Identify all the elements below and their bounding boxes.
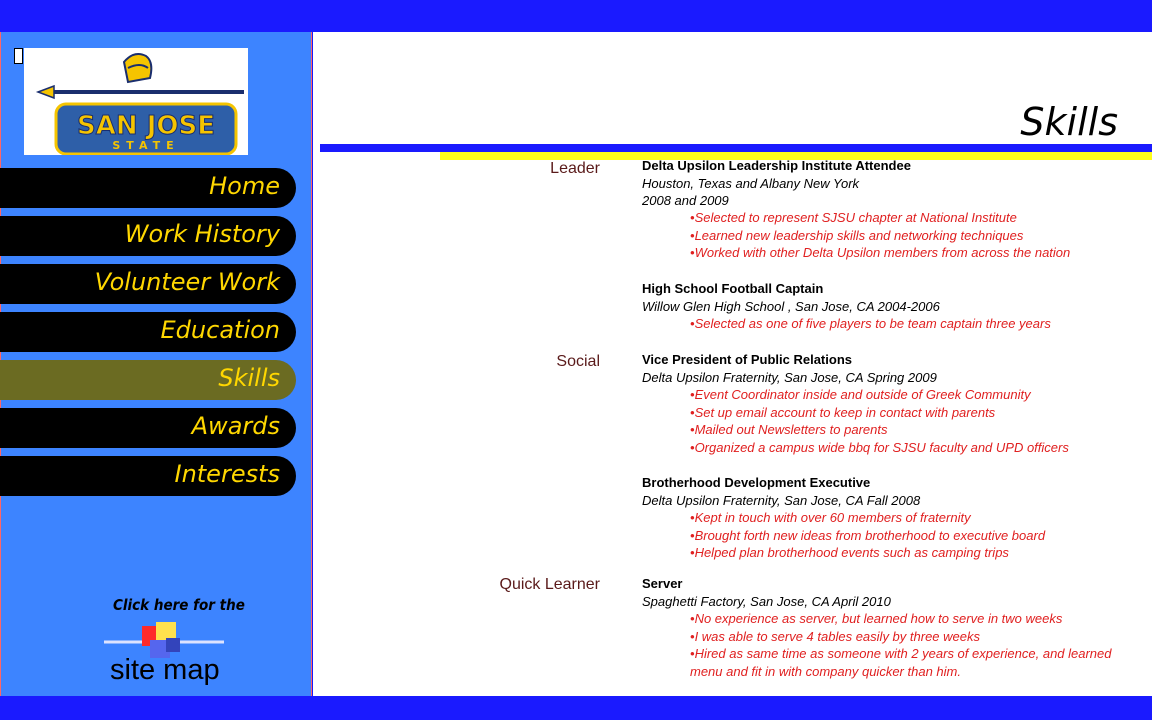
nav-awards-label: Awards (191, 412, 280, 440)
entry-bullet: • Organized a campus wide bbq for SJSU faculty and UPD officers (690, 439, 1142, 457)
entry-title: Server (642, 576, 683, 591)
broken-image-icon (14, 48, 23, 64)
entry-detail: Willow Glen High School , San Jose, CA 2004-2006 (642, 299, 940, 314)
nav-interests-label: Interests (174, 460, 280, 488)
top-frame-bar (0, 0, 1152, 32)
svg-text:STATE: STATE (112, 139, 180, 152)
entry-bullet: • Kept in touch with over 60 members of fraternity (690, 509, 1142, 527)
nav-work-history-label: Work History (124, 220, 280, 248)
title-divider-blue (320, 144, 1152, 152)
entry-bullet: • Brought forth new ideas from brotherhood to executive board (690, 527, 1142, 545)
sitemap-caption[interactable]: Click here for the (113, 596, 245, 614)
entry-detail: Delta Upsilon Fraternity, San Jose, CA Fall 2008 (642, 493, 921, 508)
nav-education-label: Education (160, 316, 280, 344)
entry-title: Delta Upsilon Leadership Institute Attendee (642, 158, 911, 173)
skill-entry (642, 575, 1142, 680)
nav-work-history[interactable] (0, 216, 296, 256)
skill-entry (642, 474, 1142, 562)
entry-bullet: • No experience as server, but learned how to serve in two weeks (690, 610, 1142, 628)
entry-bullet: • Selected as one of five players to be team captain three years (690, 315, 1142, 333)
nav-volunteer-work-label: Volunteer Work (94, 268, 280, 296)
nav-skills[interactable] (0, 360, 296, 400)
nav-volunteer-work[interactable] (0, 264, 296, 304)
spartan-helmet-icon (124, 54, 151, 82)
entry-bullet: • Worked with other Delta Upsilon members from across the nation (690, 244, 1142, 262)
entry-bullet: • Selected to represent SJSU chapter at National Institute (690, 209, 1142, 227)
nav-education[interactable] (0, 312, 296, 352)
entry-bullet: • Mailed out Newsletters to parents (690, 421, 1142, 439)
bottom-frame-bar (0, 696, 1152, 720)
entry-title: High School Football Captain (642, 281, 824, 296)
entry-detail: Houston, Texas and Albany New York (642, 176, 860, 191)
category-social: Social (556, 353, 600, 370)
nav-home-label: Home (209, 172, 280, 200)
skill-entry (642, 351, 1142, 456)
category-quick-learner: Quick Learner (499, 576, 600, 593)
entry-bullet: • Helped plan brotherhood events such as camping trips (690, 544, 1142, 562)
sitemap-link[interactable]: site map (110, 654, 220, 686)
category-leader: Leader (550, 160, 600, 177)
entry-detail: 2008 and 2009 (642, 193, 729, 208)
svg-text:SAN JOSE: SAN JOSE (77, 111, 215, 141)
nav-skills-label: Skills (218, 364, 280, 392)
entry-bullet: • Hired as same time as someone with 2 years of experience, and learned menu and fit in with company quicker than him. (690, 645, 1142, 680)
entry-title: Brotherhood Development Executive (642, 475, 871, 490)
entry-bullet: • Event Coordinator inside and outside of Greek Community (690, 386, 1142, 404)
entry-bullet: • Learned new leadership skills and networking techniques (690, 227, 1142, 245)
entry-bullet: • I was able to serve 4 tables easily by three weeks (690, 628, 1142, 646)
skill-entry (642, 280, 1142, 333)
entry-title: Vice President of Public Relations (642, 352, 852, 367)
entry-detail: Delta Upsilon Fraternity, San Jose, CA Spring 2009 (642, 370, 937, 385)
nav-interests[interactable] (0, 456, 296, 496)
nav-home[interactable] (0, 168, 296, 208)
entry-bullet: • Set up email account to keep in contact with parents (690, 404, 1142, 422)
nav-awards[interactable] (0, 408, 296, 448)
page-title: Skills (1020, 100, 1118, 144)
skill-entry (642, 157, 1142, 262)
entry-detail: Spaghetti Factory, San Jose, CA April 2010 (642, 594, 891, 609)
sjsu-logo[interactable] (24, 48, 248, 155)
